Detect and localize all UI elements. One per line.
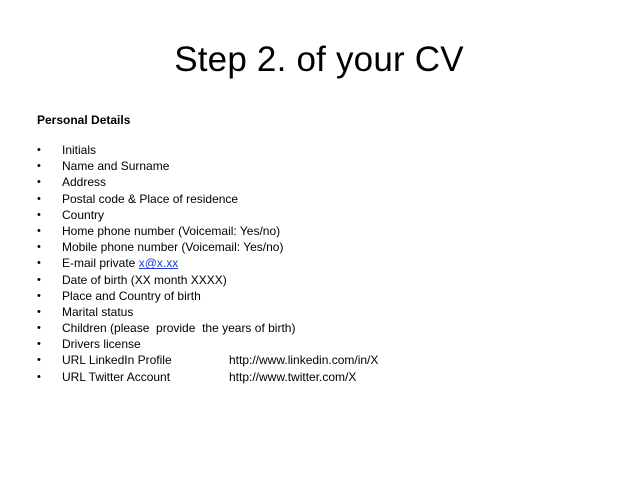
item-marital-status: Marital status bbox=[62, 304, 134, 319]
bullet-icon: • bbox=[37, 160, 41, 173]
list-item bbox=[37, 255, 617, 271]
bullet-icon: • bbox=[37, 338, 41, 351]
list-item bbox=[37, 272, 617, 288]
item-home-phone: Home phone number (Voicemail: Yes/no) bbox=[62, 223, 281, 238]
bullet-icon: • bbox=[37, 305, 41, 318]
item-date-of-birth: Date of birth (XX month XXXX) bbox=[62, 272, 227, 287]
bullet-icon: • bbox=[37, 322, 41, 335]
list-item bbox=[37, 142, 617, 158]
item-place-of-birth: Place and Country of birth bbox=[62, 288, 201, 303]
bullet-icon: • bbox=[37, 241, 41, 254]
bullet-icon: • bbox=[37, 370, 41, 383]
item-twitter-url: http://www.twitter.com/X bbox=[229, 369, 357, 384]
bullet-icon: • bbox=[37, 224, 41, 237]
item-address: Address bbox=[62, 175, 107, 190]
item-country: Country bbox=[62, 207, 105, 222]
bullet-icon: • bbox=[37, 257, 41, 270]
item-email bbox=[62, 255, 178, 271]
bullet-icon: • bbox=[37, 208, 41, 221]
bullet-icon: • bbox=[37, 289, 41, 302]
item-linkedin-label: URL LinkedIn Profile bbox=[62, 353, 172, 368]
item-initials: Initials bbox=[62, 143, 97, 157]
list-item bbox=[37, 158, 617, 174]
list-item bbox=[37, 223, 617, 239]
slide-title: Step 2. of your CV bbox=[174, 40, 464, 79]
bullet-list bbox=[37, 142, 617, 385]
item-children: Children (please provide the years of birth) bbox=[62, 321, 296, 336]
bullet-icon: • bbox=[37, 192, 41, 205]
section-heading: Personal Details bbox=[37, 113, 131, 127]
bullet-icon: • bbox=[37, 354, 41, 367]
item-name-surname: Name and Surname bbox=[62, 159, 170, 174]
list-item bbox=[37, 239, 617, 255]
bullet-icon: • bbox=[37, 273, 41, 286]
email-label: E-mail private bbox=[62, 256, 139, 271]
list-item bbox=[37, 174, 617, 190]
item-mobile-phone: Mobile phone number (Voicemail: Yes/no) bbox=[62, 240, 284, 255]
list-item bbox=[37, 336, 617, 352]
item-drivers-license: Drivers license bbox=[62, 337, 141, 352]
bullet-icon: • bbox=[37, 176, 41, 189]
item-linkedin-url: http://www.linkedin.com/in/X bbox=[229, 353, 379, 368]
list-item bbox=[37, 304, 617, 320]
list-item bbox=[37, 288, 617, 304]
item-twitter-label: URL Twitter Account bbox=[62, 369, 171, 384]
item-postal-code: Postal code & Place of residence bbox=[62, 191, 239, 206]
list-item bbox=[37, 320, 617, 336]
list-item bbox=[37, 207, 617, 223]
list-item bbox=[37, 352, 617, 368]
list-item bbox=[37, 369, 617, 385]
list-item bbox=[37, 191, 617, 207]
email-link[interactable]: x@x.xx bbox=[138, 256, 179, 271]
bullet-icon: • bbox=[37, 144, 41, 156]
